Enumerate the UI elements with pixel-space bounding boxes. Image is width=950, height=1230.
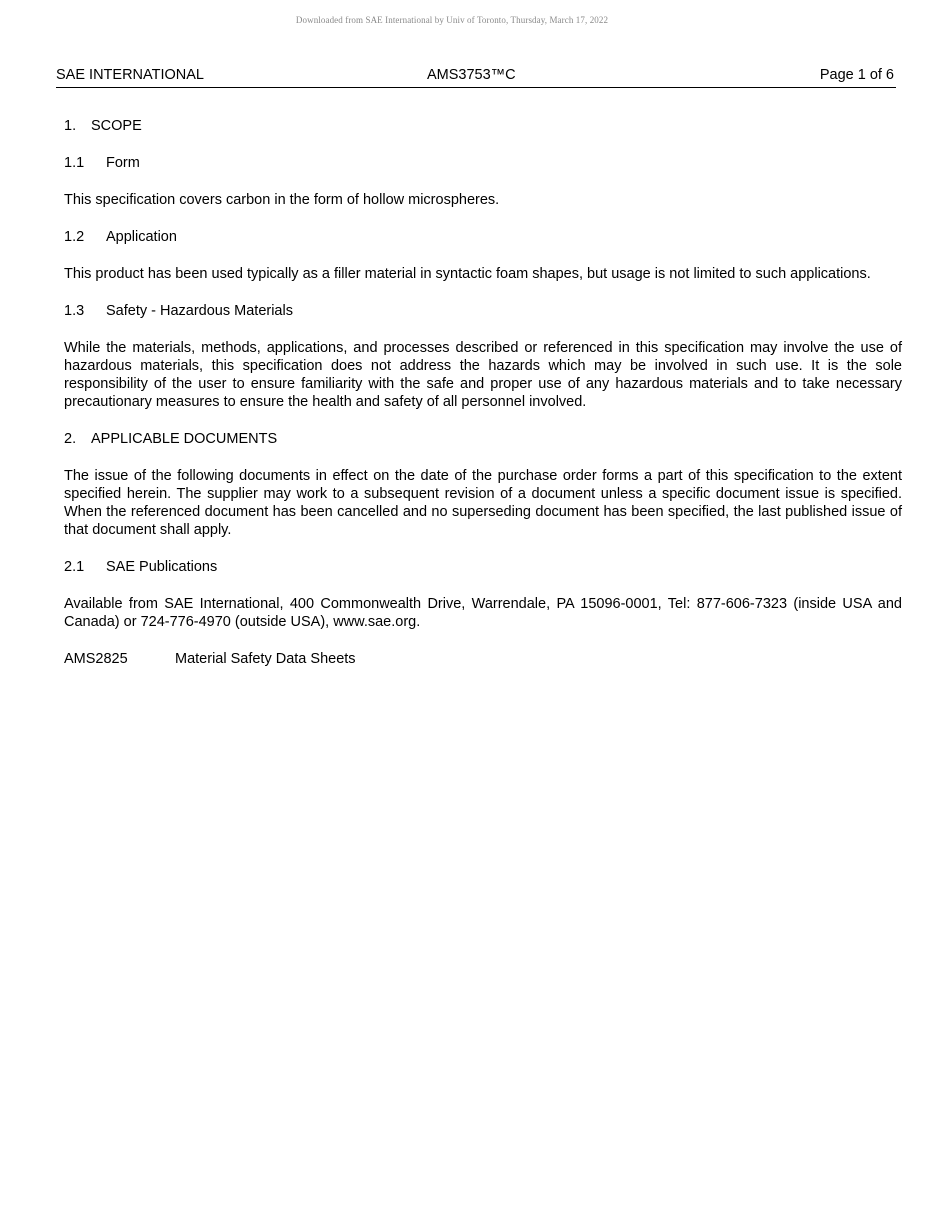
section-title: Safety - Hazardous Materials [106, 303, 293, 319]
section-number: 2. [64, 431, 77, 447]
section-title: Application [106, 229, 177, 245]
download-watermark: Downloaded from SAE International by Univ of Toronto, Thursday, March 17, 2022 [295, 15, 609, 25]
subsection-heading-form [64, 154, 902, 172]
paragraph-sae-publications: Available from SAE International, 400 Commonwealth Drive, Warrendale, PA 15096-0001, Tel: 877-606-7323 (inside USA and Canada) or 724-776-4970 (outside USA), www.sae.org. [64, 596, 902, 630]
section-heading-applicable-documents [64, 430, 902, 448]
paragraph-form: This specification covers carbon in the form of hollow microspheres. [64, 192, 500, 208]
reference-title: Material Safety Data Sheets [175, 651, 356, 667]
publisher-name: SAE INTERNATIONAL [56, 67, 204, 83]
reference-code: AMS2825 [64, 651, 128, 667]
paragraph-application: This product has been used typically as a filler material in syntactic foam shapes, but usage is not limited to such applications. [64, 266, 871, 282]
document-body [64, 117, 902, 668]
subsection-heading-safety [64, 302, 902, 320]
section-title: SAE Publications [106, 559, 218, 575]
section-title: APPLICABLE DOCUMENTS [91, 431, 278, 447]
section-number: 1.1 [64, 155, 85, 171]
subsection-heading-sae-publications [64, 558, 902, 576]
paragraph-applicable-documents: The issue of the following documents in effect on the date of the purchase order forms a part of this specification to the extent specified herein. The supplier may work to a subsequent revision of a document unless a specific document issue is specified. When the referenced document has been cancelled and no superseding document has been specified, the last published issue of that document shall apply. [64, 468, 902, 538]
page-header [56, 66, 896, 88]
document-number: AMS3753™C [427, 67, 516, 83]
section-number: 2.1 [64, 559, 85, 575]
reference-entry [64, 650, 902, 668]
subsection-heading-application [64, 228, 902, 246]
section-heading-scope [64, 117, 902, 135]
section-number: 1.3 [64, 303, 85, 319]
section-number: 1.2 [64, 229, 85, 245]
paragraph-safety: While the materials, methods, applications, and processes described or referenced in this specification may involve the use of hazardous materials, this specification does not address the hazards which may be involved in such use. It is the sole responsibility of the user to ensure familiarity with the safe and proper use of any hazardous materials and to take necessary precautionary measures to ensure the health and safety of all personnel involved. [64, 340, 902, 410]
section-title: SCOPE [91, 118, 142, 134]
page-number: Page 1 of 6 [819, 67, 894, 83]
section-title: Form [106, 155, 140, 171]
section-number: 1. [64, 118, 77, 134]
